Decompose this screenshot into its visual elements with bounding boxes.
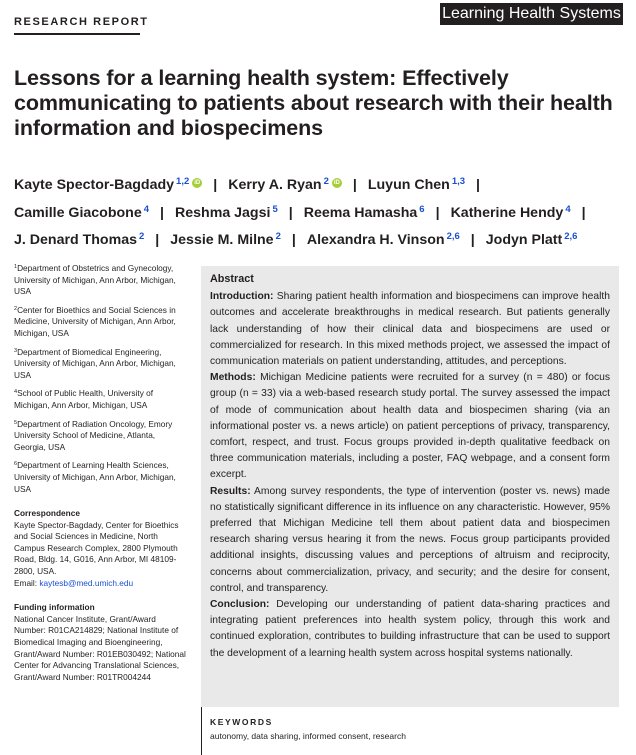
abstract-methods: Methods: Michigan Medicine patients were recruited for a survey (n = 480) or focus group (n = 33) via a web-based research study portal. The survey assessed the impact of mode of communication about health data and biospecimen sharing (via an informational poster vs. a news article) on patient perceptions of privacy, transparency, comfort, respect, and trust. Focus groups provided in-depth qualitative feedback on three communication materials, including a poster, FAQ webpage, and a consent form excerpt. [210, 372, 610, 481]
abstract-results: Results: Among survey respondents, the type of intervention (poster vs. news) made no statistically significant difference in its influence on any characteristic. However, 95% preferred that Michigan Medicine tell them about patient data and biospecimen research sharing versus hearing it from the news. Focus group participants provided additional insights, discussing values and perceptions of altruism and reciprocity, concerns about commercialization, privacy, and security; and the desire for consent, control, and transparency. [210, 485, 611, 594]
author[interactable]: Jodyn Platt $^{2,6}$ [485, 231, 578, 248]
abstract-box [201, 266, 619, 707]
abstract-conclusion: Conclusion: Developing our understanding of patient data-sharing practices and integrating patient preferences into health system policy, through this work and continued exploration, contributes to building infrastructure that can be used to support the development of a learning health system across hospital systems nationally. [210, 599, 610, 659]
funding-text: National Cancer Institute, Grant/Award Number: R01CA214829; National Institute of Biomedical Imaging and Bioengineering, Grant/Award Number: R01EB030492; National Center for Advancing Translational Sciences, Grant/Award Number: R01TR004244 [14, 613, 186, 682]
section-label: RESEARCH REPORT [14, 16, 149, 28]
abstract-heading: Abstract [210, 273, 254, 285]
author[interactable]: Katherine Hendy $^4$ [450, 203, 571, 221]
author[interactable]: Reema Hamasha $^6$ [303, 203, 425, 221]
author[interactable]: J. Denard Thomas $^2$ [14, 231, 145, 248]
article-title: Lessons for a learning health system: Effectively communicating to patients about research with their health information and biospecimens [14, 66, 613, 140]
author[interactable]: Jessie M. Milne $^2$ [170, 231, 281, 248]
journal-name-banner: Learning Health Systems [440, 3, 623, 25]
affiliation: $^5$Department of Radiation Oncology, Emory University School of Medicine, Atlanta, Georgia, USA [14, 418, 173, 452]
author[interactable]: Luyun Chen $^{1,3}$ [367, 176, 466, 193]
correspondence-heading: Correspondence [14, 508, 80, 519]
author[interactable]: Alexandra H. Vinson $^{2,6}$ [306, 231, 460, 248]
affiliation: $^4$School of Public Health, University of Michigan, Ann Arbor, Michigan, USA [14, 388, 154, 410]
side-column [14, 262, 188, 683]
orcid-icon[interactable]: iD [194, 180, 201, 186]
author[interactable]: Kerry A. Ryan $^2$ iD [228, 176, 340, 193]
author[interactable]: Kayte Spector-Bagdady $^{1,2}$ iD [14, 176, 201, 193]
keywords-rule [201, 707, 202, 755]
correspondence-email: Email: kaytesb@med.umich.edu [14, 577, 134, 588]
funding-heading: Funding information [14, 602, 95, 613]
section-rule [14, 33, 140, 35]
affiliation: $^3$Department of Biomedical Engineering, University of Michigan, Ann Arbor, Michigan, USA [14, 346, 176, 380]
orcid-icon[interactable]: iD [333, 180, 340, 186]
affiliation: $^1$Department of Obstetrics and Gynecology, University of Michigan, Ann Arbor, Michigan, USA [14, 263, 176, 297]
keywords-heading: KEYWORDS [210, 717, 273, 727]
affiliation: $^6$Department of Learning Health Sciences, University of Michigan, Ann Arbor, Michigan, USA [14, 460, 176, 494]
correspondence-text: Kayte Spector-Bagdady, Center for Bioethics and Social Sciences in Medicine, North Campus Research Complex, 2800 Plymouth Road, Bldg. 14, G016, Ann Arbor, MI 48109-2800, USA. [14, 519, 179, 577]
abstract-introduction: Introduction: Sharing patient health information and biospecimens can improve health outcomes and accelerate breakthroughs in medical research. But patients generally lack understanding of how their clinical data and biospecimens are used or commercialized for research. In this mixed methods project, we assessed the impact of communication materials on patient understanding, attitudes, and perceptions. [210, 291, 610, 368]
affiliation: $^2$Center for Bioethics and Social Sciences in Medicine, University of Michigan, Ann Arbor, Michigan, USA [14, 304, 176, 338]
keywords-text: autonomy, data sharing, informed consent, research [210, 731, 406, 741]
email-link[interactable]: kaytesb@med.umich.edu [39, 577, 134, 588]
author-list: Kayte Spector-Bagdady $^{1,2}$ iD | Kerry A. Ryan $^2$ iD | Luyun Chen $^{1,3}$ | Camille Giacobone $^4$ | Reshma Jagsi $^5$ | Reema Hamasha $^6$ | Katherine Hendy $^4$ | J. Denard Thomas $^2$ | Jessie M. Milne $^2$ | Alexandra H. Vinson $^{2,6}$ | Jodyn Platt $^{2,6}$ [14, 176, 586, 248]
author[interactable]: Camille Giacobone $^4$ [14, 203, 150, 221]
author[interactable]: Reshma Jagsi $^5$ [175, 203, 278, 221]
